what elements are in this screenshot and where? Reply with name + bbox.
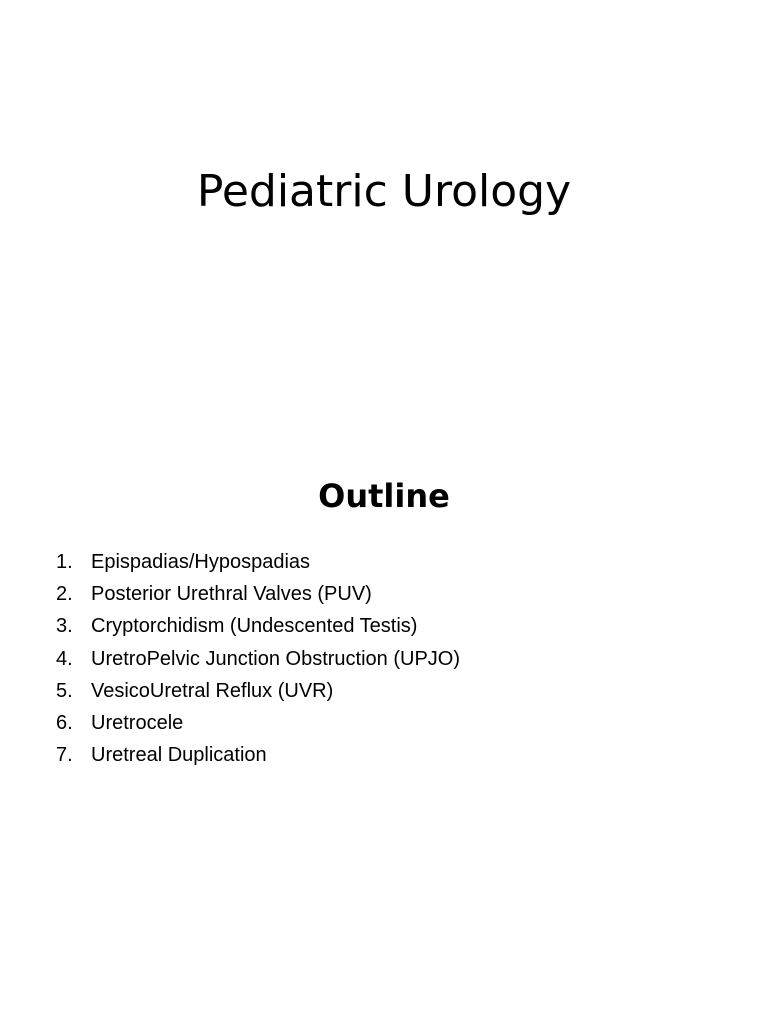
list-item-number: 7.	[56, 744, 73, 767]
list-item-text: Posterior Urethral Valves (PUV)	[91, 583, 372, 606]
list-item-number: 2.	[56, 583, 73, 606]
list-item-text: Cryptorchidism (Undescented Testis)	[91, 615, 418, 638]
list-item	[56, 707, 460, 739]
list-item-number: 6.	[56, 712, 73, 735]
list-item	[56, 610, 460, 642]
list-item	[56, 739, 460, 771]
list-item-number: 1.	[56, 551, 73, 573]
list-item	[56, 546, 460, 578]
list-item	[56, 578, 460, 610]
list-item-text: UretroPelvic Junction Obstruction (UPJO)	[91, 647, 461, 670]
list-item	[56, 675, 460, 707]
list-item-text: Epispadias/Hypospadias	[91, 551, 311, 573]
page-title: Pediatric Urology	[196, 166, 572, 217]
list-item-text: Uretreal Duplication	[91, 744, 267, 767]
list-item	[56, 643, 460, 675]
list-item-number: 4.	[56, 647, 73, 670]
list-item-number: 5.	[56, 679, 73, 702]
list-item-text: Uretrocele	[91, 712, 184, 735]
list-item-text: VesicoUretral Reflux (UVR)	[91, 679, 334, 702]
outline-heading: Outline	[318, 477, 450, 515]
list-item-number: 3.	[56, 615, 73, 638]
outline-list	[56, 546, 460, 771]
